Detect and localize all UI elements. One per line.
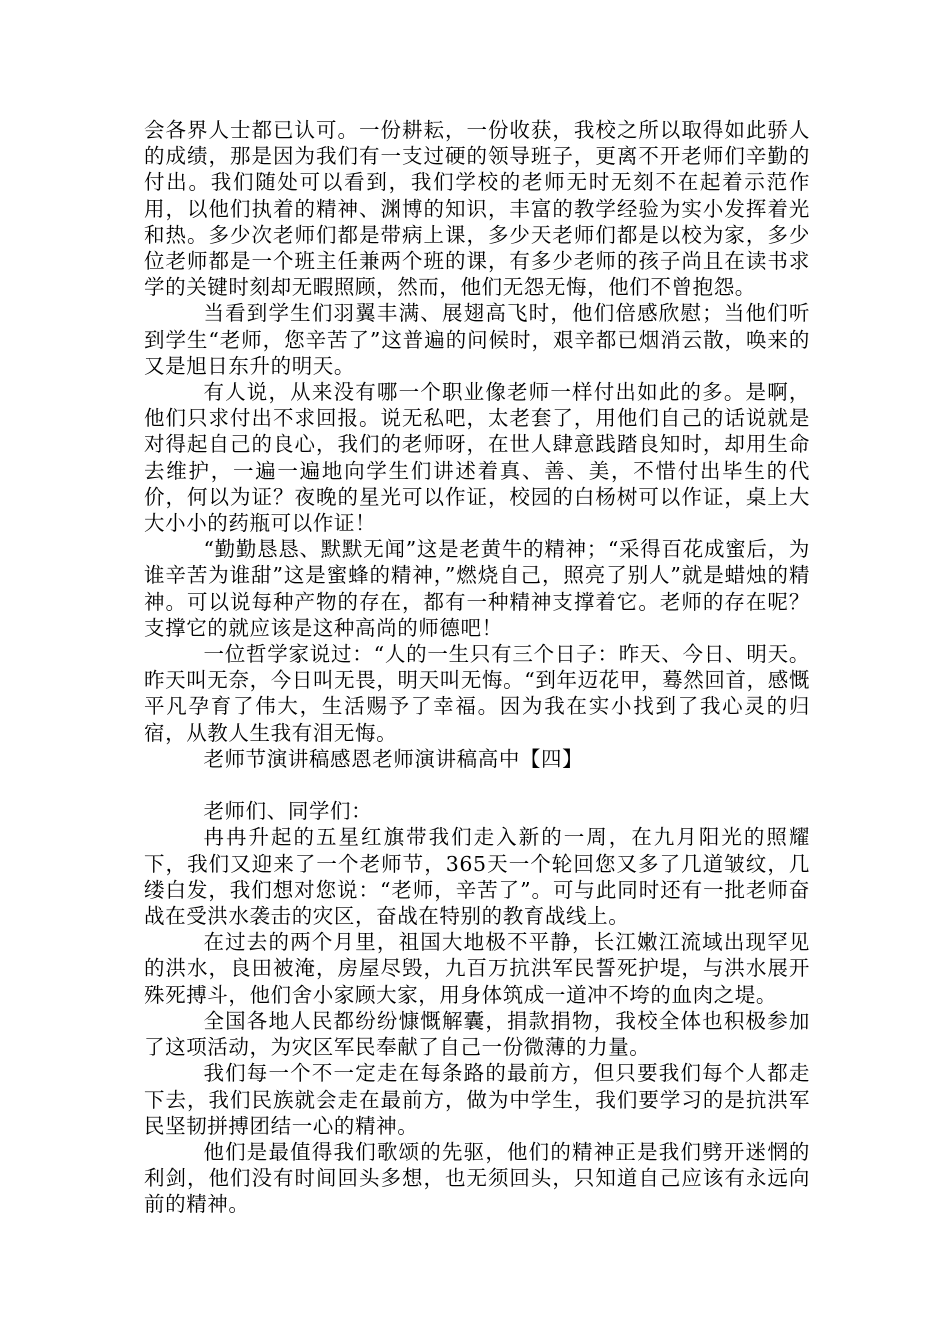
paragraph-continued: 会各界人士都已认可。一份耕耘，一份收获，我校之所以取得如此骄人的成绩，那是因为我们有一支过硬的领导班子，更离不开老师们辛勤的付出。我们随处可以看到，我们学校的老师无时无刻不在起着示范作用，以他们执着的精神、渊博的知识，丰富的教学经验为实小发挥着光和热。多少次老师们都是带病上课，多少天老师们都是以校为家，多少位老师都是一个班主任兼两个班的课，有多少老师的孩子尚且在读书求学的关键时刻却无暇照顾，然而，他们无怨无悔，他们不曾抱怨。 [144,118,810,300]
section-heading: 老师节演讲稿感恩老师演讲稿高中【四】 [203,746,584,771]
paragraph: 在过去的两个月里，祖国大地极不平静，长江嫩江流域出现罕见的洪水，良田被淹，房屋尽毁，九百万抗洪军民誓死护堤，与洪水展开殊死搏斗，他们舍小家顾大家，用身体筑成一道冲不垮的血肉之堤。 [144,930,810,1007]
salutation: 老师们、同学们： [203,799,373,824]
paragraph: 一位哲学家说过：“人的一生只有三个日子：昨天、今日、明天。昨天叫无奈，今日叫无畏，明天叫无悔。“到年迈花甲，蓦然回首，感慨平凡孕育了伟大，生活赐予了幸福。因为我在实小找到了我心灵的归宿，从教人生我有泪无悔。 [144,642,810,745]
document-page [144,117,810,1218]
paragraph: 他们是最值得我们歌颂的先驱，他们的精神正是我们劈开迷惘的利剑，他们没有时间回头多想，也无须回头，只知道自己应该有永远向前的精神。 [144,1139,810,1217]
paragraph: 当看到学生们羽翼丰满、展翅高飞时，他们倍感欣慰；当他们听到学生“老师，您辛苦了”这普遍的问候时，艰辛都已烟消云散，唤来的又是旭日东升的明天。 [144,301,810,378]
paragraph: 全国各地人民都纷纷慷慨解囊，捐款捐物，我校全体也积极参加了这项活动，为灾区军民奉献了自己一份微薄的力量。 [144,1008,810,1060]
paragraph: 有人说，从来没有哪一个职业像老师一样付出如此的多。是啊，他们只求付出不求回报。说无私吧，太老套了，用他们自己的话说就是对得起自己的良心，我们的老师呀，在世人肆意践踏良知时，却用生命去维护，一遍一遍地向学生们讲述着真、善、美，不惜付出毕生的代价，何以为证？夜晚的星光可以作证，校园的白杨树可以作证，桌上大大小小的药瓶可以作证！ [144,380,810,536]
paragraph: “勤勤恳恳、默默无闻”这是老黄牛的精神；“采得百花成蜜后，为谁辛苦为谁甜”这是蜜蜂的精神，”燃烧自己，照亮了别人”就是蜡烛的精神。可以说每种产物的存在，都有一种精神支撑着它。老师的存在呢？支撑它的就应该是这种高尚的师德吧！ [144,537,810,640]
paragraph: 冉冉升起的五星红旗带我们走入新的一周，在九月阳光的照耀下，我们又迎来了一个老师节，365天一个轮回您又多了几道皱纹，几缕白发，我们想对您说：“老师，辛苦了”。可与此同时还有一批老师奋战在受洪水袭击的灾区，奋战在特别的教育战线上。 [144,825,810,929]
paragraph: 我们每一个不一定走在每条路的最前方，但只要我们每个人都走下去，我们民族就会走在最前方，做为中学生，我们要学习的是抗洪军民坚韧拼搏团结一心的精神。 [144,1061,810,1138]
